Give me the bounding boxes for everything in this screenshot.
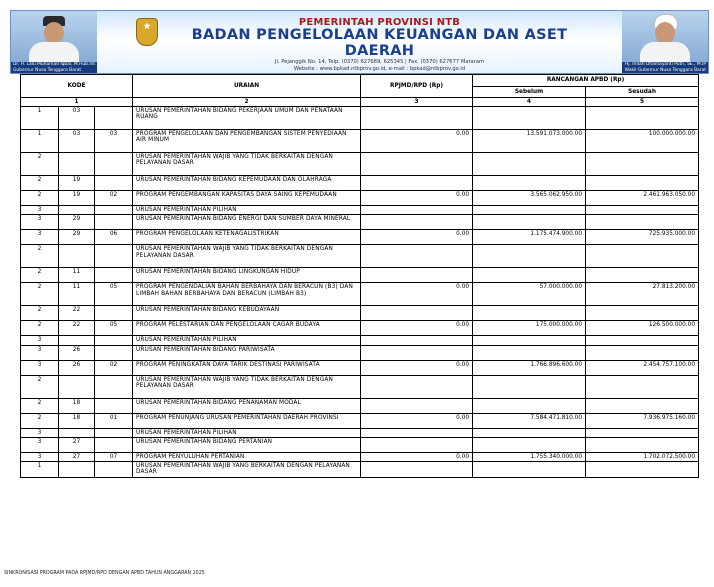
kode-level1: 2 [21,153,59,176]
header-num-2: 2 [133,98,361,107]
governor-photo [11,11,97,73]
sesudah-value [586,153,699,176]
table-row [21,428,699,437]
kode-level1: 3 [21,437,59,452]
kode-level3: 02 [95,360,133,375]
kode-level2 [59,428,95,437]
sesudah-value: 126.500.000.00 [586,321,699,336]
uraian-cell: URUSAN PEMERINTAHAN PILIHAN [133,336,361,345]
governor-title: Gubernur Nusa Tenggara Barat [13,67,82,73]
table-row [21,437,699,452]
sesudah-value [586,336,699,345]
table-row [21,283,699,306]
sebelum-value: 1.755.340.000.00 [473,452,586,461]
sebelum-value [473,375,586,398]
sesudah-value: 100.000.000.00 [586,130,699,153]
uraian-cell: URUSAN PEMERINTAHAN BIDANG KEBUDAYAAN [133,306,361,321]
rpjmd-value [361,215,473,230]
footer-caption: SINKRONISASI PROGRAM PADA RPJMD/RPD DENGAN APBD TAHUN ANGGARAN 2025 [4,571,205,576]
sesudah-value: 2.454.757.100.00 [586,360,699,375]
sebelum-value [473,462,586,478]
kode-level3 [95,398,133,413]
kode-level1: 2 [21,283,59,306]
kode-level3 [95,345,133,360]
rpjmd-value: 0.00 [361,413,473,428]
rpjmd-value [361,268,473,283]
sebelum-value: 1.766.896.600.00 [473,360,586,375]
uraian-cell: URUSAN PEMERINTAHAN BIDANG LINGKUNGAN HIDUP [133,268,361,283]
sebelum-value [473,428,586,437]
sesudah-value: 27.813.200.00 [586,283,699,306]
table-row [21,230,699,245]
uraian-cell: PROGRAM PENYULUHAN PERTANIAN [133,452,361,461]
header-banner [10,10,709,74]
sebelum-value: 1.175.474.900.00 [473,230,586,245]
uraian-cell: PROGRAM PENGELOLAAN DAN PENGEMBANGAN SISTEM PENYEDIAAN AIR MINUM [133,130,361,153]
header-sesudah: Sesudah [586,87,699,98]
sesudah-value [586,428,699,437]
kode-level1: 2 [21,398,59,413]
header-uraian: URAIAN [133,75,361,98]
sebelum-value: 3.565.062.950.00 [473,191,586,206]
uraian-cell: URUSAN PEMERINTAHAN WAJIB YANG BERKAITAN DENGAN PELAYANAN DASAR [133,462,361,478]
uraian-cell: URUSAN PEMERINTAHAN BIDANG ENERGI DAN SUMBER DAYA MINERAL [133,215,361,230]
sebelum-value: 57.000.000.00 [473,283,586,306]
table-row [21,321,699,336]
governor-name: Dr. H. Lalu Muhamad Iqbal, M.Hub.Int [13,62,96,67]
kode-level3 [95,206,133,215]
sebelum-value [473,398,586,413]
sebelum-value: 175.000.000.00 [473,321,586,336]
vice-governor-caption [622,62,708,73]
header-text [161,17,598,73]
table-row [21,345,699,360]
kode-level2: 27 [59,437,95,452]
sesudah-value [586,398,699,413]
table-row [21,413,699,428]
header-rancangan-apbd: RANCANGAN APBD (Rp) [473,75,699,87]
sesudah-value [586,176,699,191]
kode-level2 [59,153,95,176]
rpjmd-value [361,176,473,191]
kode-level3 [95,428,133,437]
kode-level3: 05 [95,283,133,306]
kode-level1: 2 [21,375,59,398]
kode-level1: 3 [21,230,59,245]
kode-level1: 2 [21,191,59,206]
rpjmd-value [361,206,473,215]
table-row [21,462,699,478]
kode-level2: 29 [59,230,95,245]
kode-level2: 26 [59,345,95,360]
uraian-cell: URUSAN PEMERINTAHAN WAJIB YANG TIDAK BERKAITAN DENGAN PELAYANAN DASAR [133,375,361,398]
kode-level2: 11 [59,268,95,283]
uraian-cell: URUSAN PEMERINTAHAN WAJIB YANG TIDAK BERKAITAN DENGAN PELAYANAN DASAR [133,153,361,176]
kode-level3 [95,268,133,283]
kode-level1: 2 [21,306,59,321]
rpjmd-value [361,345,473,360]
sebelum-value [473,176,586,191]
kode-level2: 18 [59,413,95,428]
uraian-cell: URUSAN PEMERINTAHAN BIDANG PARIWISATA [133,345,361,360]
kode-level3 [95,153,133,176]
uraian-cell: URUSAN PEMERINTAHAN BIDANG PEKERJAAN UMUM DAN PENATAAN RUANG [133,107,361,130]
kode-level3: 02 [95,191,133,206]
sebelum-value [473,437,586,452]
kode-level2: 22 [59,306,95,321]
uraian-cell: PROGRAM PENGELOLAAN KETENAGALISTRIKAN [133,230,361,245]
sebelum-value [473,107,586,130]
vice-governor-name: Hj. Indah Dhamayanti Putri, SE., M.IP [624,62,706,67]
uraian-cell: URUSAN PEMERINTAHAN BIDANG PENANAMAN MODAL [133,398,361,413]
sesudah-value [586,375,699,398]
kode-level2 [59,375,95,398]
kode-level2: 26 [59,360,95,375]
kode-level1: 1 [21,462,59,478]
rpjmd-value [361,245,473,268]
header-num-5: 5 [586,98,699,107]
sebelum-value [473,268,586,283]
kode-level1: 1 [21,130,59,153]
vice-governor-photo [622,11,708,73]
sesudah-value [586,462,699,478]
sebelum-value [473,345,586,360]
kode-level1: 3 [21,452,59,461]
kode-level2: 27 [59,452,95,461]
table-row [21,245,699,268]
uraian-cell: PROGRAM PENGENDALIAN BAHAN BERBAHAYA DAN BERACUN (B3) DAN LIMBAH BAHAN BERBAHAYA DAN BERACUN (LIMBAH B3) [133,283,361,306]
kode-level2: 18 [59,398,95,413]
kode-level2 [59,245,95,268]
uraian-cell: URUSAN PEMERINTAHAN PILIHAN [133,206,361,215]
header-sebelum: Sebelum [473,87,586,98]
sebelum-value [473,336,586,345]
sebelum-value [473,206,586,215]
rpjmd-value [361,437,473,452]
sesudah-value [586,345,699,360]
sesudah-value [586,215,699,230]
uraian-cell: PROGRAM PENGEMBANGAN KAPASITAS DAYA SAING KEPEMUDAAN [133,191,361,206]
table-row [21,360,699,375]
header-address: Jl. Pejanggik No. 14, Telp. (0370) 627689, 625345 | Fax. (0370) 627677 Mataram [274,59,485,65]
kode-level3: 06 [95,230,133,245]
table-row [21,398,699,413]
sesudah-value: 725.935.000.00 [586,230,699,245]
uraian-cell: URUSAN PEMERINTAHAN PILIHAN [133,428,361,437]
kode-level1: 2 [21,413,59,428]
rpjmd-value: 0.00 [361,191,473,206]
uraian-cell: URUSAN PEMERINTAHAN BIDANG KEPEMUDAAN DAN OLAHRAGA [133,176,361,191]
table-row [21,336,699,345]
uraian-cell: URUSAN PEMERINTAHAN WAJIB YANG TIDAK BERKAITAN DENGAN PELAYANAN DASAR [133,245,361,268]
kode-level1: 1 [21,107,59,130]
table-row [21,306,699,321]
table-body [21,107,699,478]
kode-level1: 2 [21,245,59,268]
rpjmd-value: 0.00 [361,452,473,461]
rpjmd-value [361,336,473,345]
rpjmd-value: 0.00 [361,130,473,153]
rpjmd-value [361,428,473,437]
kode-level2: 29 [59,215,95,230]
kode-level2: 11 [59,283,95,306]
header-title-line1: PEMERINTAH PROVINSI NTB [298,17,461,28]
face-shape [44,22,64,44]
sebelum-value [473,306,586,321]
kode-level2 [59,206,95,215]
table-row [21,153,699,176]
kode-level2: 03 [59,130,95,153]
rpjmd-value: 0.00 [361,283,473,306]
kode-level1: 3 [21,336,59,345]
kode-level3 [95,336,133,345]
sesudah-value [586,245,699,268]
sebelum-value [473,153,586,176]
rpjmd-value [361,107,473,130]
header-num-1: 1 [21,98,133,107]
sebelum-value [473,215,586,230]
kode-level3: 03 [95,130,133,153]
sesudah-value [586,437,699,452]
rpjmd-value [361,375,473,398]
header-rpjmd: RPJMD/RPD (Rp) [361,75,473,98]
kode-level3: 01 [95,413,133,428]
kode-level3 [95,176,133,191]
kode-level3 [95,437,133,452]
table-row [21,452,699,461]
governor-caption [11,62,97,73]
header-num-3: 3 [361,98,473,107]
rpjmd-value: 0.00 [361,321,473,336]
face-shape [655,22,675,44]
kode-level2 [59,336,95,345]
sesudah-value [586,206,699,215]
table-row [21,206,699,215]
rpjmd-value [361,398,473,413]
header-website: Website : www.bpkad.ntbprov.go.id, e-mail : bpkad@ntbprov.go.id [293,66,466,72]
header-title-line2: BADAN PENGELOLAAN KEUANGAN DAN ASET DAERAH [191,27,568,59]
kode-level1: 3 [21,345,59,360]
kode-level1: 2 [21,321,59,336]
kode-level3 [95,375,133,398]
kode-level3 [95,306,133,321]
kode-level1: 3 [21,428,59,437]
uraian-cell: PROGRAM PENINGKATAN DAYA TARIK DESTINASI PARIWISATA [133,360,361,375]
kode-level2: 03 [59,107,95,130]
kode-level2: 19 [59,176,95,191]
kode-level3 [95,245,133,268]
kode-level3: 05 [95,321,133,336]
sebelum-value: 13.591.073.000.00 [473,130,586,153]
table-row [21,107,699,130]
rpjmd-value: 0.00 [361,230,473,245]
uraian-cell: PROGRAM PENUNJANG URUSAN PEMERINTAHAN DAERAH PROVINSI [133,413,361,428]
emblem-star-icon [143,22,151,30]
budget-sync-table [20,74,699,478]
kode-level2: 22 [59,321,95,336]
sesudah-value [586,107,699,130]
rpjmd-value [361,462,473,478]
sesudah-value [586,306,699,321]
kode-level1: 3 [21,360,59,375]
kode-level2 [59,462,95,478]
table-row [21,375,699,398]
kode-level3 [95,462,133,478]
sesudah-value: 2.461.963.050.00 [586,191,699,206]
kode-level1: 3 [21,215,59,230]
header-num-4: 4 [473,98,586,107]
table-row [21,130,699,153]
rpjmd-value: 0.00 [361,360,473,375]
kode-level3: 07 [95,452,133,461]
kode-level3 [95,215,133,230]
rpjmd-value [361,306,473,321]
sebelum-value: 7.584.471.810.00 [473,413,586,428]
uraian-cell: PROGRAM PELESTARIAN DAN PENGELOLAAN CAGAR BUDAYA [133,321,361,336]
kode-level1: 2 [21,268,59,283]
kode-level1: 2 [21,176,59,191]
table-row [21,268,699,283]
kode-level2: 19 [59,191,95,206]
table-row [21,215,699,230]
sesudah-value [586,268,699,283]
province-emblem-icon [136,18,158,46]
header-kode: KODE [21,75,133,98]
kode-level3 [95,107,133,130]
vice-governor-title: Wakil Gubernur Nusa Tenggara Barat [624,67,706,73]
kode-level1: 3 [21,206,59,215]
table-row [21,176,699,191]
sesudah-value: 1.702.072.500.00 [586,452,699,461]
sesudah-value: 7.936.975.160.00 [586,413,699,428]
rpjmd-value [361,153,473,176]
table-row [21,191,699,206]
uraian-cell: URUSAN PEMERINTAHAN BIDANG PERTANIAN [133,437,361,452]
sebelum-value [473,245,586,268]
